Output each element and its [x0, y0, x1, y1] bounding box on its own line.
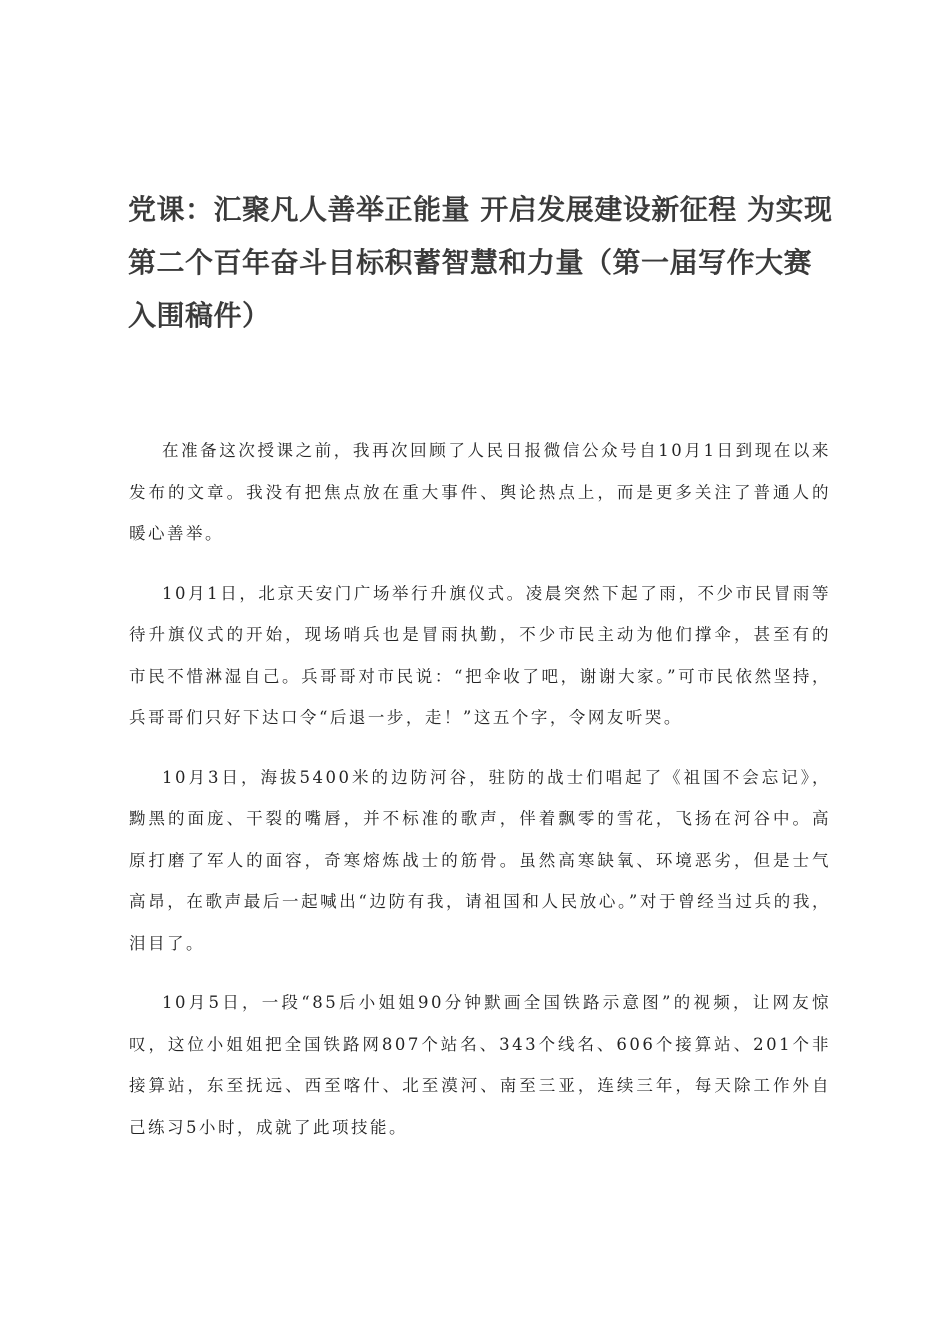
document-title: 党课：汇聚凡人善举正能量 开启发展建设新征程 为实现第二个百年奋斗目标积蓄智慧和力量（第一届写作大赛入围稿件） [128, 193, 833, 332]
paragraph-1: 在准备这次授课之前，我再次回顾了人民日报微信公众号自10月1日到现在以来发布的文章。我没有把焦点放在重大事件、舆论热点上，而是更多关注了普通人的暖心善举。 [129, 441, 831, 543]
paragraph-4: 10月5日，一段“85后小姐姐90分钟默画全国铁路示意图”的视频，让网友惊叹，这位小姐姐把全国铁路网807个站名、343个线名、606个接算站、201个非接算站，东至抚远、西至喀什、北至漠河、南至三亚，连续三年，每天除工作外自己练习5小时，成就了此项技能。 [129, 993, 831, 1137]
document-body [129, 430, 831, 1166]
paragraph-3: 10月3日，海拔5400米的边防河谷，驻防的战士们唱起了《祖国不会忘记》，黝黑的面庞、干裂的嘴唇，并不标准的歌声，伴着飘零的雪花，飞扬在河谷中。高原打磨了军人的面容，奇寒熔炼战士的筋骨。虽然高寒缺氧、环境恶劣，但是士气高昂，在歌声最后一起喊出“边防有我，请祖国和人民放心。”对于曾经当过兵的我，泪目了。 [129, 767, 831, 953]
paragraph-2: 10月1日，北京天安门广场举行升旗仪式。凌晨突然下起了雨，不少市民冒雨等待升旗仪式的开始，现场哨兵也是冒雨执勤，不少市民主动为他们撑伞，甚至有的市民不惜淋湿自己。兵哥哥对市民说：“把伞收了吧，谢谢大家。”可市民依然坚持，兵哥哥们只好下达口令“后退一步，走！”这五个字，令网友听哭。 [129, 583, 831, 727]
